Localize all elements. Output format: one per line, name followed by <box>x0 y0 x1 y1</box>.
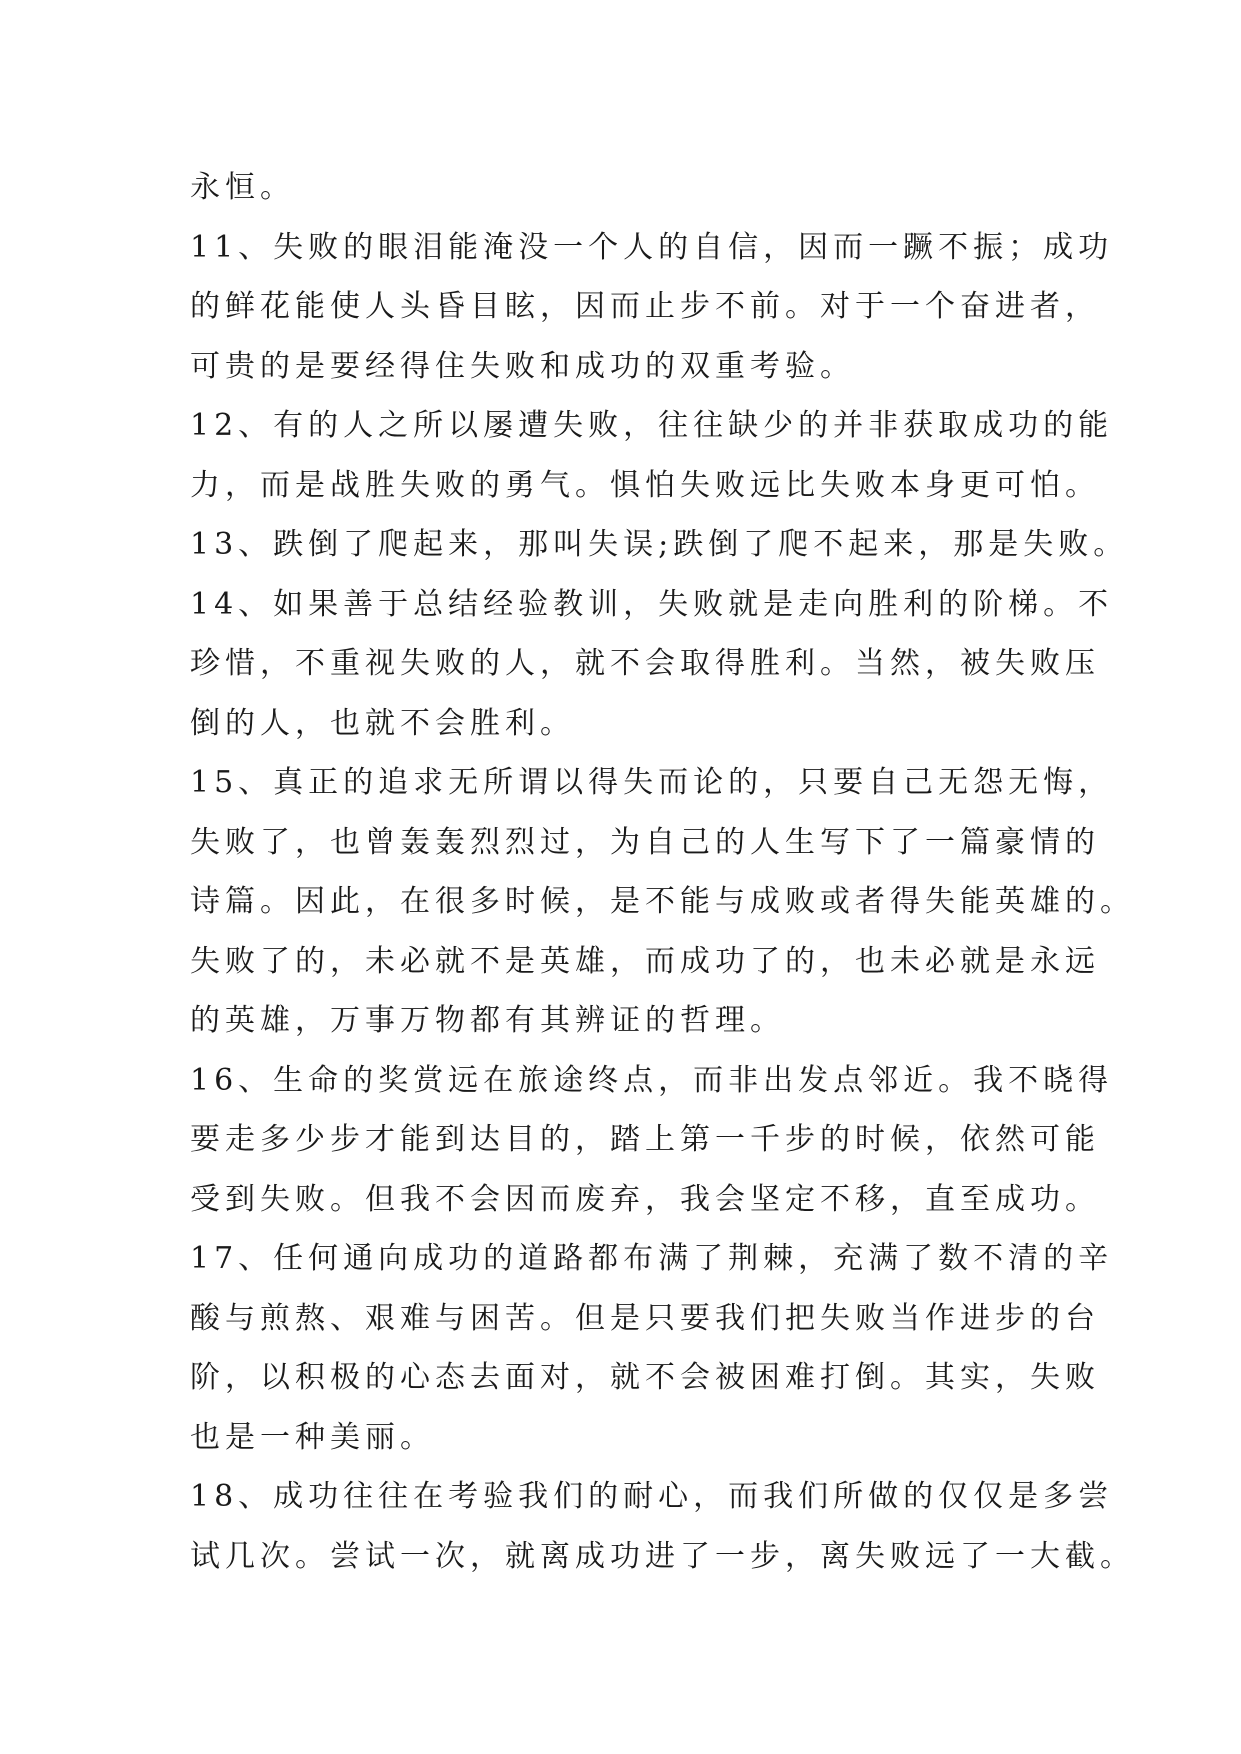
text-line: 16、生命的奖赏远在旅途终点，而非出发点邻近。我不晓得 <box>190 1062 1114 1098</box>
text-line: 可贵的是要经得住失败和成功的双重考验。 <box>190 348 855 384</box>
text-line: 永恒。 <box>190 170 295 205</box>
text-line: 试几次。尝试一次，就离成功进了一步，离失败远了一大截。 <box>190 1538 1135 1574</box>
text-line: 14、如果善于总结经验教训，失败就是走向胜利的阶梯。不 <box>190 586 1114 622</box>
text-line: 的鲜花能使人头昏目眩，因而止步不前。对于一个奋进者， <box>190 289 1100 324</box>
text-line: 也是一种美丽。 <box>190 1419 435 1455</box>
text-line: 力，而是战胜失败的勇气。惧怕失败远比失败本身更可怕。 <box>190 467 1100 503</box>
text-line: 阶，以积极的心态去面对，就不会被困难打倒。其实，失败 <box>190 1360 1100 1395</box>
text-line: 12、有的人之所以屡遭失败，往往缺少的并非获取成功的能 <box>190 408 1114 443</box>
text-line: 倒的人，也就不会胜利。 <box>190 705 575 741</box>
text-line: 13、跌倒了爬起来，那叫失误;跌倒了爬不起来，那是失败。 <box>190 527 1129 562</box>
text-line: 18、成功往往在考验我们的耐心，而我们所做的仅仅是多尝 <box>190 1479 1114 1514</box>
text-line: 15、真正的追求无所谓以得失而论的，只要自己无怨无悔， <box>190 765 1114 800</box>
text-line: 诗篇。因此，在很多时候，是不能与成败或者得失能英雄的。 <box>190 884 1135 919</box>
text-line: 的英雄，万事万物都有其辨证的哲理。 <box>190 1003 785 1038</box>
text-line: 失败了，也曾轰轰烈烈过，为自己的人生写下了一篇豪情的 <box>190 824 1100 860</box>
text-line: 17、任何通向成功的道路都布满了荆棘，充满了数不清的辛 <box>190 1241 1114 1276</box>
text-line: 11、失败的眼泪能淹没一个人的自信，因而一蹶不振；成功 <box>190 229 1114 265</box>
text-line: 珍惜，不重视失败的人，就不会取得胜利。当然，被失败压 <box>190 646 1100 681</box>
text-line: 要走多少步才能到达目的，踏上第一千步的时候，依然可能 <box>190 1122 1100 1157</box>
document-body <box>190 158 1135 1586</box>
text-line: 失败了的，未必就不是英雄，而成功了的，也未必就是永远 <box>190 943 1100 979</box>
text-line: 酸与煎熬、艰难与困苦。但是只要我们把失败当作进步的台 <box>190 1300 1100 1336</box>
text-line: 受到失败。但我不会因而废弃，我会坚定不移，直至成功。 <box>190 1181 1100 1217</box>
